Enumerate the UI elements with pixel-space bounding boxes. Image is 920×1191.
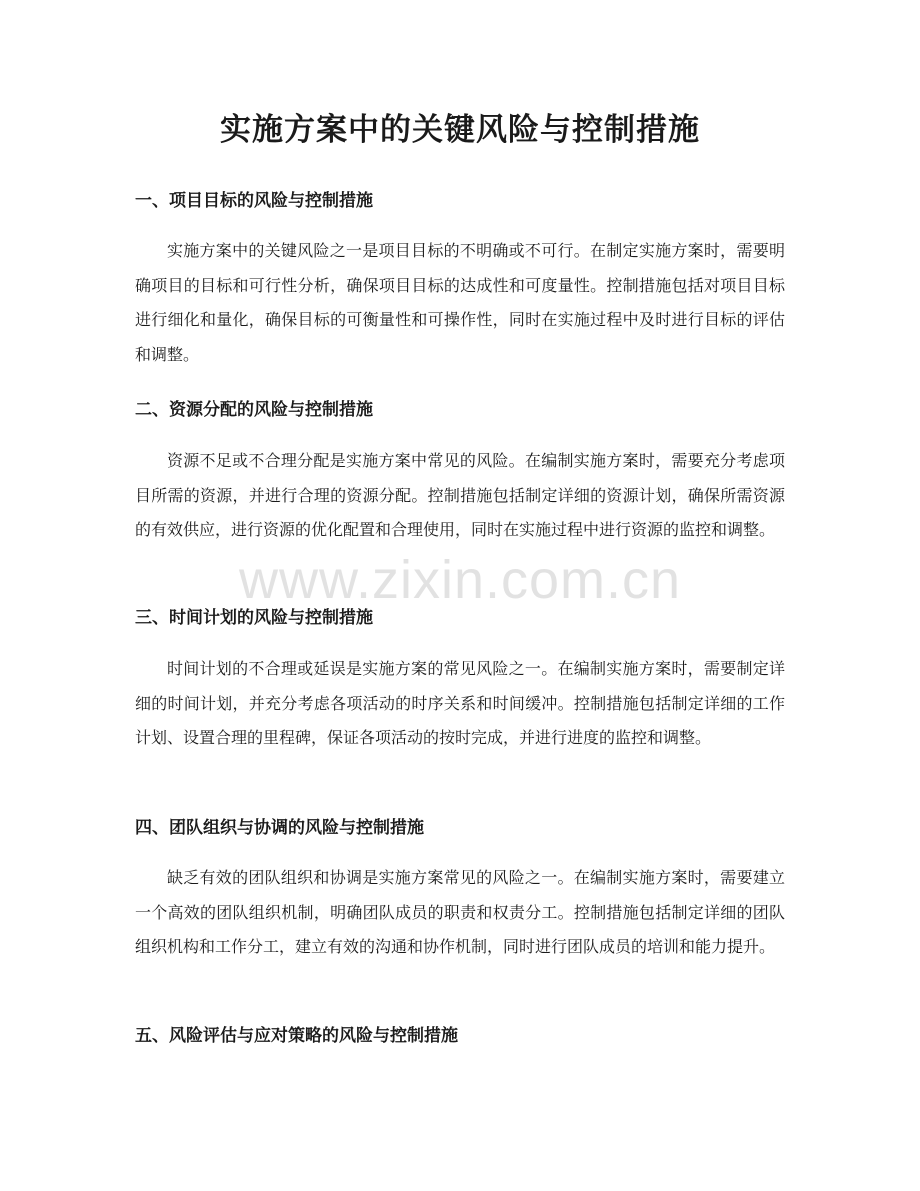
section-heading-5: 五、风险评估与应对策略的风险与控制措施: [135, 1026, 458, 1046]
section-heading-1: 一、项目目标的风险与控制措施: [135, 191, 373, 211]
section-body-4: 缺乏有效的团队组织和协调是实施方案常见的风险之一。在编制实施方案时，需要建立一个高效的团队组织机制，明确团队成员的职责和权责分工。控制措施包括制定详细的团队组织机构和工作分工，建立有效的沟通和协作机制，同时进行团队成员的培训和能力提升。: [135, 868, 785, 957]
section-heading-2: 二、资源分配的风险与控制措施: [135, 400, 373, 420]
document-title: 实施方案中的关键风险与控制措施: [220, 112, 700, 148]
section-heading-3: 三、时间计划的风险与控制措施: [135, 608, 373, 628]
section-body-3: 时间计划的不合理或延误是实施方案的常见风险之一。在编制实施方案时，需要制定详细的时间计划，并充分考虑各项活动的时序关系和时间缓冲。控制措施包括制定详细的工作计划、设置合理的里程碑，保证各项活动的按时完成，并进行进度的监控和调整。: [135, 659, 785, 748]
section-body-1: 实施方案中的关键风险之一是项目目标的不明确或不可行。在制定实施方案时，需要明确项目的目标和可行性分析，确保项目目标的达成性和可度量性。控制措施包括对项目目标进行细化和量化，确保目标的可衡量性和可操作性，同时在实施过程中及时进行目标的评估和调整。: [135, 241, 785, 365]
section-body-2: 资源不足或不合理分配是实施方案中常见的风险。在编制实施方案时，需要充分考虑项目所需的资源，并进行合理的资源分配。控制措施包括制定详细的资源计划，确保所需资源的有效供应，进行资源的优化配置和合理使用，同时在实施过程中进行资源的监控和调整。: [135, 451, 785, 540]
watermark-text: www.zixin.com.cn: [238, 550, 682, 610]
section-heading-4: 四、团队组织与协调的风险与控制措施: [135, 818, 424, 838]
